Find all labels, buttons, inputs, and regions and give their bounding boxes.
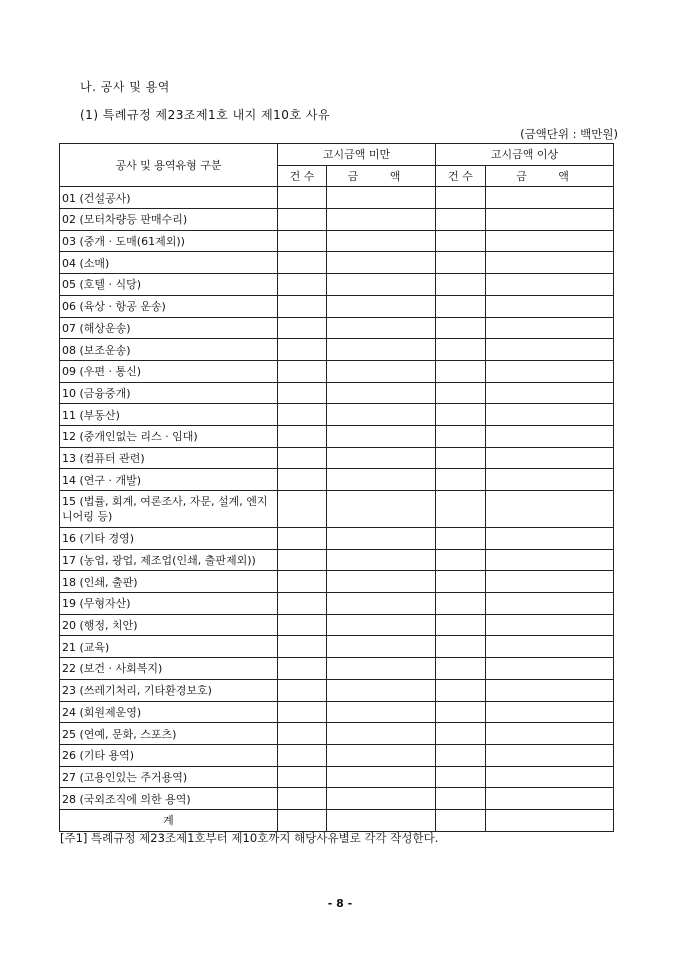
cell-amount-below[interactable] [327,317,436,339]
cell-amount-above[interactable] [486,528,614,550]
cell-count-above[interactable] [436,614,486,636]
header-amount-above: 금 액 [486,165,614,187]
cell-amount-above[interactable] [486,382,614,404]
section-heading: 나. 공사 및 용역 [80,80,170,94]
cell-count-above[interactable] [436,339,486,361]
header-count-below: 건 수 [278,165,327,187]
cell-amount-above[interactable] [486,766,614,788]
cell-amount-below[interactable] [327,382,436,404]
cell-amount-above[interactable] [486,549,614,571]
table-row [60,744,614,766]
cell-count-above[interactable] [436,425,486,447]
cell-count-below[interactable] [278,744,327,766]
total-amount-above [486,809,614,831]
header-above-threshold: 고시금액 이상 [436,144,614,166]
cell-count-above[interactable] [436,252,486,274]
row-label: 04 (소매) [60,252,278,274]
cell-count-below[interactable] [278,425,327,447]
cell-amount-above[interactable] [486,252,614,274]
total-count-below [278,809,327,831]
cell-count-above[interactable] [436,528,486,550]
cell-amount-below[interactable] [327,469,436,491]
cell-amount-above[interactable] [486,187,614,209]
cell-count-below[interactable] [278,469,327,491]
cell-amount-above[interactable] [486,701,614,723]
cell-amount-below[interactable] [327,636,436,658]
row-label: 27 (고용인있는 주거용역) [60,766,278,788]
cell-count-below[interactable] [278,382,327,404]
cell-amount-below[interactable] [327,766,436,788]
row-label: 14 (연구 · 개발) [60,469,278,491]
cell-count-above[interactable] [436,209,486,231]
cell-count-above[interactable] [436,593,486,615]
cell-count-below[interactable] [278,230,327,252]
row-label: 26 (기타 용역) [60,744,278,766]
table-row [60,766,614,788]
table-row [60,382,614,404]
row-label: 15 (법률, 회계, 여론조사, 자문, 설계, 엔지니어링 등) [60,491,278,528]
cell-count-above[interactable] [436,382,486,404]
row-label: 08 (보조운송) [60,339,278,361]
cell-amount-above[interactable] [486,295,614,317]
row-label: 22 (보건 · 사회복지) [60,658,278,680]
cell-amount-below[interactable] [327,549,436,571]
row-label: 13 (컴퓨터 관련) [60,447,278,469]
cell-amount-above[interactable] [486,571,614,593]
cell-amount-below[interactable] [327,723,436,745]
total-count-above [436,809,486,831]
cell-count-below[interactable] [278,593,327,615]
cell-count-above[interactable] [436,549,486,571]
cell-amount-below[interactable] [327,252,436,274]
header-count-above: 건 수 [436,165,486,187]
cell-count-below[interactable] [278,317,327,339]
row-label: 16 (기타 경영) [60,528,278,550]
cell-amount-below[interactable] [327,360,436,382]
cell-count-above[interactable] [436,723,486,745]
cell-amount-below[interactable] [327,447,436,469]
cell-amount-above[interactable] [486,658,614,680]
cell-amount-above[interactable] [486,614,614,636]
cell-amount-above[interactable] [486,274,614,296]
subsection-heading: (1) 특례규정 제23조제1호 내지 제10호 사유 [80,108,331,122]
cell-amount-below[interactable] [327,491,436,528]
table-row [60,425,614,447]
cell-count-above[interactable] [436,469,486,491]
row-label: 21 (교육) [60,636,278,658]
cell-amount-above[interactable] [486,425,614,447]
cell-amount-below[interactable] [327,209,436,231]
cell-count-below[interactable] [278,549,327,571]
cell-amount-above[interactable] [486,636,614,658]
cell-count-below[interactable] [278,679,327,701]
cell-amount-above[interactable] [486,230,614,252]
row-label: 12 (중개인없는 리스 · 임대) [60,425,278,447]
cell-count-below[interactable] [278,295,327,317]
cell-amount-below[interactable] [327,614,436,636]
cell-count-above[interactable] [436,447,486,469]
cell-amount-above[interactable] [486,744,614,766]
cell-count-above[interactable] [436,360,486,382]
row-label: 24 (회원제운영) [60,701,278,723]
cell-amount-above[interactable] [486,404,614,426]
table-row [60,549,614,571]
cell-amount-below[interactable] [327,339,436,361]
table-row [60,230,614,252]
cell-count-below[interactable] [278,209,327,231]
row-label: 19 (무형자산) [60,593,278,615]
cell-count-below[interactable] [278,447,327,469]
cell-count-above[interactable] [436,658,486,680]
table-row [60,404,614,426]
cell-amount-above[interactable] [486,788,614,810]
table-row [60,469,614,491]
table-row [60,593,614,615]
cell-count-below[interactable] [278,187,327,209]
cell-amount-above[interactable] [486,209,614,231]
cell-count-below[interactable] [278,766,327,788]
cell-amount-below[interactable] [327,788,436,810]
row-label: 03 (중개 · 도매(61제외)) [60,230,278,252]
report-table [59,143,614,832]
table-row [60,274,614,296]
cell-count-above[interactable] [436,274,486,296]
total-amount-below [327,809,436,831]
table-row [60,614,614,636]
row-label: 07 (해상운송) [60,317,278,339]
cell-count-below[interactable] [278,339,327,361]
cell-count-above[interactable] [436,295,486,317]
cell-count-below[interactable] [278,274,327,296]
row-label: 09 (우편 · 통신) [60,360,278,382]
cell-count-below[interactable] [278,571,327,593]
cell-amount-above[interactable] [486,447,614,469]
row-label: 11 (부동산) [60,404,278,426]
table-row [60,339,614,361]
cell-amount-above[interactable] [486,317,614,339]
cell-amount-below[interactable] [327,528,436,550]
cell-count-above[interactable] [436,744,486,766]
table-row [60,187,614,209]
table-row [60,571,614,593]
cell-amount-below[interactable] [327,230,436,252]
table-row [60,636,614,658]
table-row [60,723,614,745]
row-label: 10 (금융중개) [60,382,278,404]
table-row [60,491,614,528]
row-label: 28 (국외조직에 의한 용역) [60,788,278,810]
cell-count-above[interactable] [436,491,486,528]
cell-amount-below[interactable] [327,744,436,766]
cell-count-above[interactable] [436,636,486,658]
table-row [60,295,614,317]
cell-count-below[interactable] [278,658,327,680]
row-label: 02 (모터차량등 판매수리) [60,209,278,231]
cell-amount-below[interactable] [327,679,436,701]
cell-count-above[interactable] [436,766,486,788]
row-label: 23 (쓰레기처리, 기타환경보호) [60,679,278,701]
cell-count-above[interactable] [436,701,486,723]
cell-count-above[interactable] [436,571,486,593]
row-label: 01 (건설공사) [60,187,278,209]
cell-amount-below[interactable] [327,658,436,680]
cell-count-below[interactable] [278,252,327,274]
cell-amount-above[interactable] [486,360,614,382]
cell-count-below[interactable] [278,528,327,550]
table-row [60,360,614,382]
cell-count-below[interactable] [278,701,327,723]
cell-amount-above[interactable] [486,723,614,745]
cell-count-below[interactable] [278,723,327,745]
total-label: 계 [60,809,278,831]
row-label: 20 (행정, 치안) [60,614,278,636]
table-row [60,447,614,469]
cell-amount-below[interactable] [327,593,436,615]
unit-note: (금액단위 : 백만원) [520,127,618,141]
cell-count-above[interactable] [436,679,486,701]
row-label: 06 (육상 · 항공 운송) [60,295,278,317]
cell-amount-above[interactable] [486,679,614,701]
row-label: 05 (호텔 · 식당) [60,274,278,296]
row-label: 17 (농업, 광업, 제조업(인쇄, 출판제외)) [60,549,278,571]
table-row [60,317,614,339]
row-label: 18 (인쇄, 출판) [60,571,278,593]
header-amount-below: 금 액 [327,165,436,187]
cell-amount-below[interactable] [327,274,436,296]
row-label: 25 (연예, 문화, 스포츠) [60,723,278,745]
cell-count-above[interactable] [436,187,486,209]
table-row [60,209,614,231]
header-below-threshold: 고시금액 미만 [278,144,436,166]
page-number: - 8 - [327,897,353,910]
cell-amount-below[interactable] [327,404,436,426]
cell-count-above[interactable] [436,404,486,426]
cell-amount-above[interactable] [486,491,614,528]
table-row [60,528,614,550]
cell-count-above[interactable] [436,317,486,339]
cell-count-below[interactable] [278,360,327,382]
table-row [60,788,614,810]
cell-amount-above[interactable] [486,593,614,615]
table-row [60,679,614,701]
cell-count-below[interactable] [278,614,327,636]
cell-amount-below[interactable] [327,701,436,723]
cell-amount-below[interactable] [327,425,436,447]
table-row [60,658,614,680]
cell-count-below[interactable] [278,788,327,810]
cell-count-above[interactable] [436,788,486,810]
table-row [60,701,614,723]
cell-amount-below[interactable] [327,571,436,593]
cell-count-below[interactable] [278,491,327,528]
cell-amount-above[interactable] [486,339,614,361]
cell-count-below[interactable] [278,404,327,426]
table-row [60,252,614,274]
header-type: 공사 및 용역유형 구분 [60,144,278,187]
footnote: [주1] 특례규정 제23조제1호부터 제10호까지 해당사유별로 각각 작성한다. [60,831,439,845]
cell-count-below[interactable] [278,636,327,658]
cell-amount-above[interactable] [486,469,614,491]
cell-count-above[interactable] [436,230,486,252]
cell-amount-below[interactable] [327,187,436,209]
cell-amount-below[interactable] [327,295,436,317]
